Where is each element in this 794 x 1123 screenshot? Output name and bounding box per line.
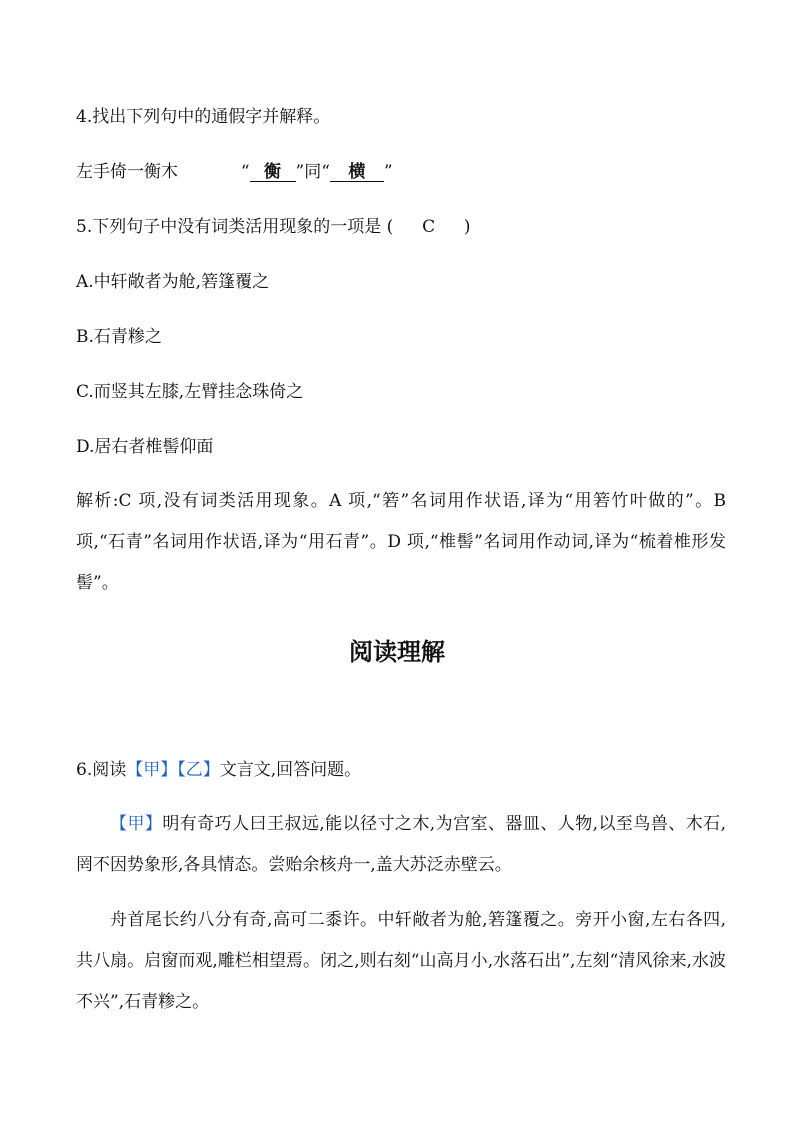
fill-blank-2: 横 (330, 163, 384, 182)
passage-jia-tag: 【甲】 (110, 814, 163, 834)
option-a: A.中轩敞者为舱,箬篷覆之 (76, 272, 270, 292)
question-6-prefix: 6.阅读 (76, 760, 127, 780)
question-5-analysis: 解析:C 项,没有词类活用现象。A 项,“箬”名词用作状语,译为“用箬竹叶做的”。B 项,“石青”名词用作状语,译为“用石青”。D 项,“椎髻”名词用作动词,译为“梳着椎形发髻”。 (76, 491, 726, 593)
question-6-stem (76, 760, 361, 780)
close-quote: ” (383, 162, 393, 182)
section-title: 阅读理解 (349, 638, 445, 666)
question-4-stem: 4.找出下列句中的通假字并解释。 (76, 107, 331, 127)
question-5-answer: C (422, 217, 436, 237)
tag-jia: 【甲】 (126, 760, 178, 780)
open-quote: “ (240, 162, 250, 182)
tongjia-connector: ”同“ (295, 162, 330, 182)
tag-yi: 【乙】 (177, 760, 220, 780)
question-4-sentence: 左手倚一衡木 (76, 162, 178, 182)
option-b: B.石青糁之 (76, 327, 162, 347)
passage-jia-continued: 舟首尾长约八分有奇,高可二黍许。中轩敞者为舱,箬篷覆之。旁开小窗,左右各四,共八扇。启窗而观,雕栏相望焉。闭之,则右刻“山高月小,水落石出”,左刻“清风徐来,水波不兴”,石青糁之。 (76, 910, 726, 1012)
question-5-stem: 5.下列句子中没有词类活用现象的一项是 ( (76, 217, 394, 237)
question-6-suffix: 文言文,回答问题。 (219, 760, 362, 780)
option-c: C.而竖其左膝,左臂挂念珠倚之 (76, 382, 304, 402)
passage-jia-text: 明有奇巧人曰王叔远,能以径寸之木,为宫室、器皿、人物,以至鸟兽、木石,罔不因势象形,各具情态。尝贻余核舟一,盖大苏泛赤壁云。 (76, 814, 726, 875)
passage-jia (76, 804, 726, 886)
question-4-line (76, 162, 393, 182)
question-5-close-paren: ) (463, 217, 471, 237)
question-5-stem-line (76, 217, 471, 237)
option-d: D.居右者椎髻仰面 (76, 437, 214, 457)
fill-blank-1: 衡 (250, 163, 296, 182)
